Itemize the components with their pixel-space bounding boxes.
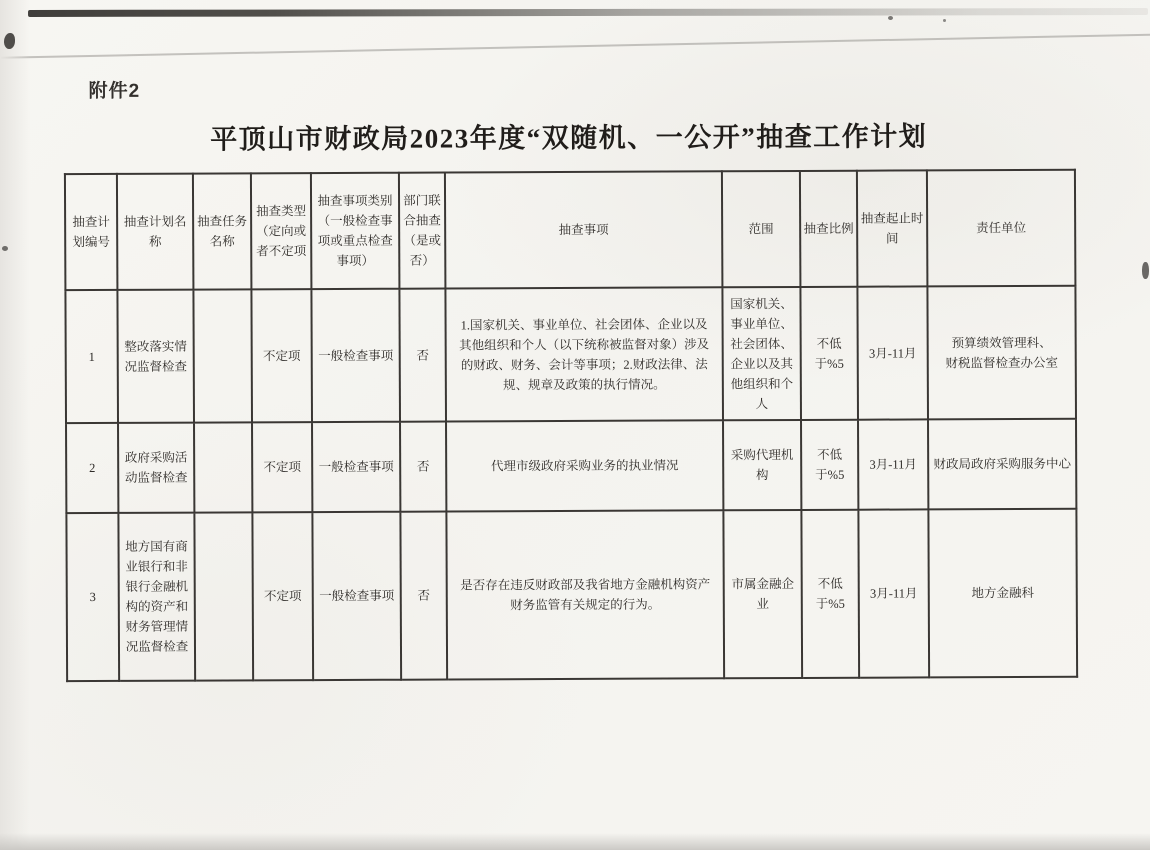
header-scope: 范围 bbox=[722, 171, 801, 287]
cell-time-range: 3月-11月 bbox=[858, 419, 928, 509]
cell-plan-name: 政府采购活动监督检查 bbox=[118, 423, 194, 513]
cell-check-type: 不定项 bbox=[252, 422, 312, 512]
table-row bbox=[66, 509, 1077, 681]
cell-plan-name: 整改落实情况监督检查 bbox=[117, 290, 194, 423]
table-row bbox=[65, 286, 1076, 423]
cell-check-ratio: 不低于%5 bbox=[800, 287, 858, 420]
cell-check-items: 1.国家机关、事业单位、社会团体、企业以及 其他组织和个人（以下统称被监督对象）涉及 的财政、财务、会计等事项；2.财政法律、法 规、规章及政策的执行情况。 bbox=[445, 287, 723, 421]
header-plan-name: 抽查计划名称 bbox=[117, 174, 194, 290]
cell-item-category: 一般检查事项 bbox=[312, 422, 400, 512]
cell-check-type: 不定项 bbox=[251, 289, 312, 422]
cell-scope: 国家机关、事业单位、社会团体、企业以及其他组织和个人 bbox=[722, 287, 801, 420]
document-title: 平顶山市财政局2023年度“双随机、一公开”抽查工作计划 bbox=[210, 121, 928, 155]
header-joint-check: 部门联合抽查（是或否） bbox=[399, 172, 446, 288]
cell-check-items: 是否存在违反财政部及我省地方金融机构资产 财务监管有关规定的行为。 bbox=[446, 510, 724, 679]
header-responsible-unit: 责任单位 bbox=[927, 170, 1076, 287]
cell-joint-check: 否 bbox=[399, 288, 446, 421]
cell-check-items: 代理市级政府采购业务的执业情况 bbox=[446, 420, 723, 511]
inspection-plan-table bbox=[64, 169, 1078, 682]
header-check-items: 抽查事项 bbox=[445, 171, 723, 288]
cell-check-type: 不定项 bbox=[252, 512, 313, 680]
cell-responsible-unit: 地方金融科 bbox=[928, 509, 1077, 678]
cell-plan-number: 1 bbox=[65, 290, 118, 423]
cell-check-ratio: 不低于%5 bbox=[801, 510, 859, 678]
attachment-label: 附件2 bbox=[88, 80, 141, 103]
cell-scope: 市属金融企业 bbox=[723, 510, 802, 678]
header-time-range: 抽查起止时间 bbox=[857, 170, 928, 286]
cell-plan-name: 地方国有商业银行和非银行金融机构的资产和财务管理情况监督检查 bbox=[118, 513, 195, 681]
header-plan-number: 抽查计划编号 bbox=[65, 174, 118, 290]
cell-joint-check: 否 bbox=[400, 511, 447, 679]
cell-plan-number: 3 bbox=[66, 513, 119, 681]
header-item-category: 抽查事项类别（一般检查事项或重点检查事项） bbox=[311, 173, 400, 289]
cell-task-name bbox=[194, 512, 253, 680]
header-check-ratio: 抽查比例 bbox=[800, 171, 858, 287]
cell-time-range: 3月-11月 bbox=[857, 286, 928, 419]
cell-plan-number: 2 bbox=[66, 423, 118, 513]
cell-responsible-unit: 预算绩效管理科、 财税监督检查办公室 bbox=[927, 286, 1076, 420]
cell-responsible-unit: 财政局政府采购服务中心 bbox=[928, 419, 1076, 510]
cell-task-name bbox=[194, 422, 252, 512]
table-header-row bbox=[65, 170, 1075, 290]
cell-item-category: 一般检查事项 bbox=[311, 289, 400, 422]
table-row bbox=[66, 419, 1076, 513]
cell-scope: 采购代理机构 bbox=[723, 420, 801, 510]
cell-check-ratio: 不低于%5 bbox=[801, 420, 858, 510]
header-check-type: 抽查类型（定向或者不定项 bbox=[251, 173, 312, 289]
header-task-name: 抽查任务名称 bbox=[193, 173, 252, 289]
cell-item-category: 一般检查事项 bbox=[312, 512, 401, 680]
cell-time-range: 3月-11月 bbox=[858, 509, 929, 677]
cell-joint-check: 否 bbox=[400, 421, 446, 511]
cell-task-name bbox=[193, 289, 252, 422]
